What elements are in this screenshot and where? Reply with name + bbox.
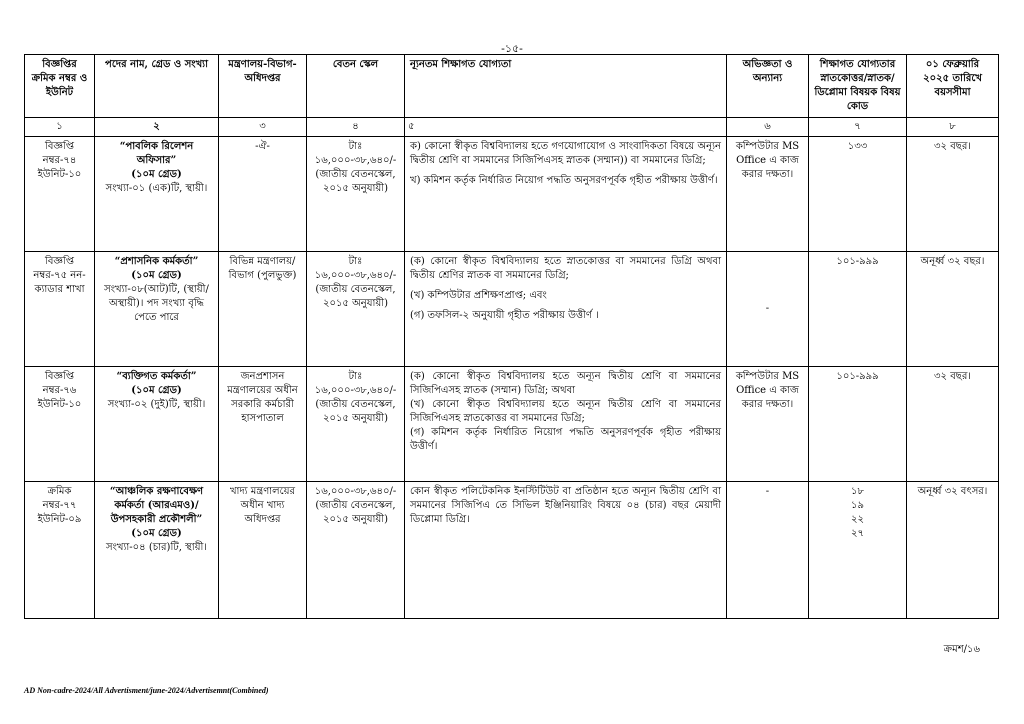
post-count: সংখ্যা-০২ (দুই)টি, স্থায়ী। <box>107 399 206 410</box>
qualification-item: কোন স্বীকৃত পলিটেকনিক ইনস্টিটিউট বা প্রতিষ্ঠান হতে অন্যূন দ্বিতীয় শ্রেণি বা সমমানের সিজিপিএ তে সিভিল ইঞ্জিনিয়ারিং বিষয়ে ০৪ (চার) বছর মেয়াদী ডিপ্লোমা ডিগ্রি। <box>410 486 721 525</box>
qualification-item: (গ) কমিশন কর্তৃক নির্ধারিত নিয়োগ পদ্ধতি অনুসরণপূর্বক গৃহীত পরীক্ষায় উত্তীর্ণ। <box>410 427 721 452</box>
subject-code: ২৭ <box>850 528 864 539</box>
table-row <box>25 482 999 619</box>
column-number: ১ <box>25 118 95 137</box>
age-limit-cell: ৩২ বছর। <box>907 137 999 252</box>
qualification-cell <box>405 367 727 482</box>
age-limit-cell: ৩২ বছর। <box>907 367 999 482</box>
qualification-cell <box>405 482 727 619</box>
age-limit-cell: অনূর্ধ্ব ৩২ বৎসর। <box>907 482 999 619</box>
column-number: ৪ <box>307 118 405 137</box>
header-serial: বিজ্ঞপ্তির ক্রমিক নম্বর ও ইউনিট <box>25 55 95 118</box>
header-ministry: মন্ত্রণালয়-বিভাগ-অধিদপ্তর <box>219 55 307 118</box>
subject-code: ১৩৩ <box>847 141 868 152</box>
column-number-row <box>25 118 999 137</box>
post-cell <box>95 252 219 367</box>
subject-code-cell <box>809 137 907 252</box>
post-cell <box>95 137 219 252</box>
post-cell <box>95 367 219 482</box>
subject-code-cell <box>809 252 907 367</box>
subject-code: ১০১-৯৯৯ <box>836 371 879 382</box>
column-number: ৩ <box>219 118 307 137</box>
post-cell <box>95 482 219 619</box>
column-number: ২ <box>95 118 219 137</box>
ministry-cell: বিভিন্ন মন্ত্রণালয়/বিভাগ (পুলভুক্ত) <box>219 252 307 367</box>
pay-scale-cell: টাঃ ১৬,০০০-৩৮,৬৪০/- (জাতীয় বেতনস্কেল, ২০১৫ অনুযায়ী) <box>307 137 405 252</box>
experience-cell: কম্পিউটার MS Office এ কাজ করার দক্ষতা। <box>727 367 809 482</box>
experience-cell: - <box>727 252 809 367</box>
page-number: -১৫- <box>501 42 523 55</box>
qualification-cell <box>405 252 727 367</box>
subject-code: ২২ <box>850 514 864 525</box>
ministry-cell: জনপ্রশাসন মন্ত্রণালয়ের অধীন সরকারি কর্মচারী হাসপাতাল <box>219 367 307 482</box>
header-experience: অভিজ্ঞতা ও অন্যান্য <box>727 55 809 118</box>
ministry-cell: খাদ্য মন্ত্রণালয়ের অধীন খাদ্য অধিদপ্তর <box>219 482 307 619</box>
post-name: “আঞ্চলিক রক্ষণাবেক্ষণ কর্মকর্তা (আরএমও)/ উপসহকারী প্রকৌশলী” <box>109 486 204 525</box>
subject-code: ১৯ <box>851 500 864 511</box>
qualification-item: (ক) কোনো স্বীকৃত বিশ্ববিদ্যালয় হতে স্নাতকোত্তর বা সমমানের ডিগ্রি অথবা দ্বিতীয় শ্রেণির স্নাতক বা সমমানের ডিগ্রি; <box>410 256 721 281</box>
subject-code: ১০১-৯৯৯ <box>836 256 879 267</box>
post-name: “প্রশাসনিক কর্মকর্তা” <box>114 256 199 267</box>
serial-cell: ক্রমিক নম্বর-৭৭ ইউনিট-০৯ <box>25 482 95 619</box>
qualification-item: ক) কোনো স্বীকৃত বিশ্ববিদ্যালয় হতে গণযোগাযোগ ও সাংবাদিকতা বিষয়ে অন্যূন দ্বিতীয় শ্রেণি বা সমমানের সিজিপিএসহ স্নাতক (সম্মান)) বা সমমানের ডিগ্রি; <box>410 141 721 166</box>
ministry-cell: -ঐ- <box>219 137 307 252</box>
qualification-item: খ) কমিশন কর্তৃক নির্ধারিত নিয়োগ পদ্ধতি অনুসরণপূর্বক গৃহীত পরীক্ষায় উত্তীর্ণ। <box>410 175 718 186</box>
grade: (১০ম গ্রেড) <box>131 385 182 396</box>
post-name: “পাবলিক রিলেশন অফিসার” <box>119 141 194 166</box>
header-row <box>25 55 999 118</box>
qualification-item: (গ) তফসিল-২ অনুযায়ী গৃহীত পরীক্ষায় উত্তীর্ণ । <box>410 310 599 321</box>
column-number: ৭ <box>809 118 907 137</box>
header-qualification: ন্যূনতম শিক্ষাগত যোগ্যতা <box>405 55 727 118</box>
post-name: “ব্যক্তিগত কর্মকর্তা” <box>116 371 197 382</box>
header-subject-code: শিক্ষাগত যোগ্যতার স্নাতকোত্তর/স্নাতক/ ডিপ্লোমা বিষয়ক বিষয় কোড <box>809 55 907 118</box>
post-count: সংখ্যা-০৪ (চার)টি, স্থায়ী। <box>106 542 207 553</box>
subject-code: ১৮ <box>851 486 864 497</box>
age-limit-cell: অনূর্ধ্ব ৩২ বছর। <box>907 252 999 367</box>
column-number: ৫ <box>405 118 727 137</box>
pay-scale-cell: ১৬,০০০-৩৮,৬৪০/- (জাতীয় বেতনস্কেল, ২০১৫ অনুযায়ী) <box>307 482 405 619</box>
subject-code-cell <box>809 367 907 482</box>
qualification-item: (খ) কোনো স্বীকৃত বিশ্ববিদ্যালয় হতে অন্যূন দ্বিতীয় শ্রেণি বা সমমানের সিজিপিএসহ স্নাতকোত্তর বা সমমানের ডিগ্রি; <box>410 399 721 424</box>
experience-cell: কম্পিউটার MS Office এ কাজ করার দক্ষতা। <box>727 137 809 252</box>
header-pay-scale: বেতন স্কেল <box>307 55 405 118</box>
grade: (১০ম গ্রেড) <box>131 270 182 281</box>
serial-cell: বিজ্ঞপ্তি নম্বর-৭৪ ইউনিট-১০ <box>25 137 95 252</box>
job-advertisement-table <box>24 54 999 619</box>
subject-code-cell <box>809 482 907 619</box>
pay-scale-cell: টাঃ ১৬,০০০-৩৮,৬৪০/- (জাতীয় বেতনস্কেল, ২০১৫ অনুযায়ী) <box>307 367 405 482</box>
pay-scale-cell: টাঃ ১৬,০০০-৩৮,৬৪০/- (জাতীয় বেতনস্কেল, ২০১৫ অনুযায়ী) <box>307 252 405 367</box>
continued-note: ক্রমশ/১৬ <box>943 644 980 655</box>
qualification-item: (খ) কম্পিউটার প্রশিক্ষণপ্রাপ্ত; এবং <box>410 290 547 301</box>
qualification-item: (ক) কোনো স্বীকৃত বিশ্ববিদ্যালয় হতে অন্যূন দ্বিতীয় শ্রেণি বা সমমানের সিজিপিএসহ স্নাতক (সম্মান) ডিগ্রি; অথবা <box>410 371 721 396</box>
serial-cell: বিজ্ঞপ্তি নম্বর-৭৬ ইউনিট-১০ <box>25 367 95 482</box>
qualification-cell <box>405 137 727 252</box>
grade: (১০ম গ্রেড) <box>131 528 182 539</box>
header-post: পদের নাম, গ্রেড ও সংখ্যা <box>95 55 219 118</box>
experience-cell: - <box>727 482 809 619</box>
column-number: ৬ <box>727 118 809 137</box>
header-age-limit: ০১ ফেব্রুয়ারি ২০২৫ তারিখে বয়সসীমা <box>907 55 999 118</box>
column-number: ৮ <box>907 118 999 137</box>
table-row <box>25 137 999 252</box>
post-count: সংখ্যা-০৮(আট)টি, (স্থায়ী/অস্থায়ী)। পদ সংখ্যা বৃদ্ধি পেতে পারে <box>104 284 209 323</box>
post-count: সংখ্যা-০১ (এক)টি, স্থায়ী। <box>105 183 208 194</box>
footer-file-path: AD Non-cadre-2024/All Advertisment/june-2024/Advertisemnt(Combined) <box>24 686 269 695</box>
table-row <box>25 367 999 482</box>
grade: (১০ম গ্রেড) <box>131 169 182 180</box>
table-row <box>25 252 999 367</box>
serial-cell: বিজ্ঞপ্তি নম্বর-৭৫ নন-ক্যাডার শাখা <box>25 252 95 367</box>
